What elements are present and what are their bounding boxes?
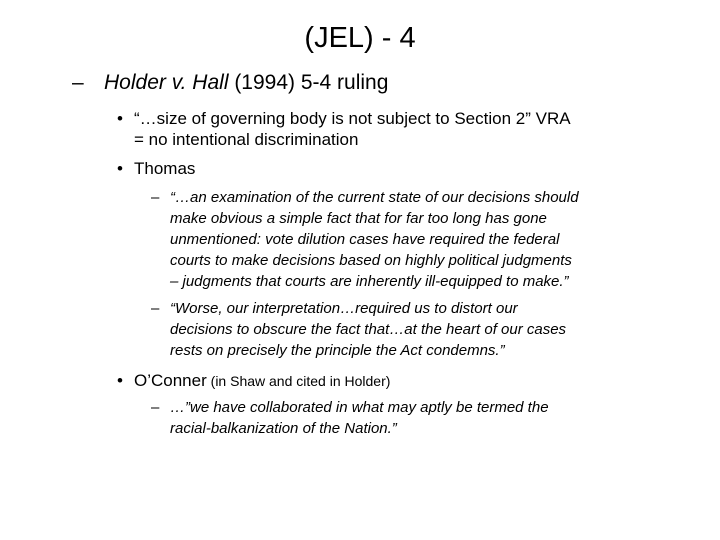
bullet-line: “…size of governing body is not subject to Section 2” VRA — [134, 109, 571, 128]
bullet-section-2 — [117, 108, 694, 150]
quote-line: “…an examination of the current state of our decisions should — [170, 189, 579, 206]
bullet-note: (in Shaw and cited in Holder) — [206, 373, 391, 389]
bullet-marker: • — [117, 371, 123, 390]
bullet-oconner — [117, 370, 694, 392]
quote-dash: – — [151, 300, 160, 317]
quote-line: …”we have collaborated in what may aptly be termed the — [170, 399, 549, 416]
quote-line: – judgments that courts are inherently ill-equipped to make.” — [170, 273, 569, 290]
bullet-line: = no intentional discrimination — [134, 130, 359, 149]
case-heading — [72, 70, 388, 96]
thomas-quote-1 — [151, 187, 690, 292]
bullet-label-thomas: Thomas — [134, 159, 196, 178]
quote-dash: – — [151, 189, 160, 206]
case-ruling: (1994) 5-4 ruling — [228, 71, 389, 94]
heading-dash: – — [72, 71, 84, 94]
quote-line: decisions to obscure the fact that…at the heart of our cases — [170, 321, 567, 338]
quote-dash: – — [151, 399, 160, 416]
bullet-marker: • — [117, 109, 123, 128]
bullet-marker: • — [117, 159, 123, 178]
bullet-label-oconner: O’Conner — [134, 371, 207, 390]
quote-line: racial-balkanization of the Nation.” — [170, 420, 397, 437]
quote-line: courts to make decisions based on highly political judgments — [170, 252, 572, 269]
case-name: Holder v. Hall — [104, 71, 229, 94]
quote-line: “Worse, our interpretation…required us to distort our — [170, 300, 518, 317]
quote-line: make obvious a simple fact that for far too long has gone — [170, 210, 547, 227]
bullet-thomas — [117, 158, 694, 179]
quote-line: unmentioned: vote dilution cases have required the federal — [170, 231, 560, 248]
slide-title: (JEL) - 4 — [304, 22, 416, 54]
oconner-quote — [151, 397, 690, 439]
quote-line: rests on precisely the principle the Act condemns.” — [170, 342, 505, 359]
thomas-quote-2 — [151, 298, 690, 361]
